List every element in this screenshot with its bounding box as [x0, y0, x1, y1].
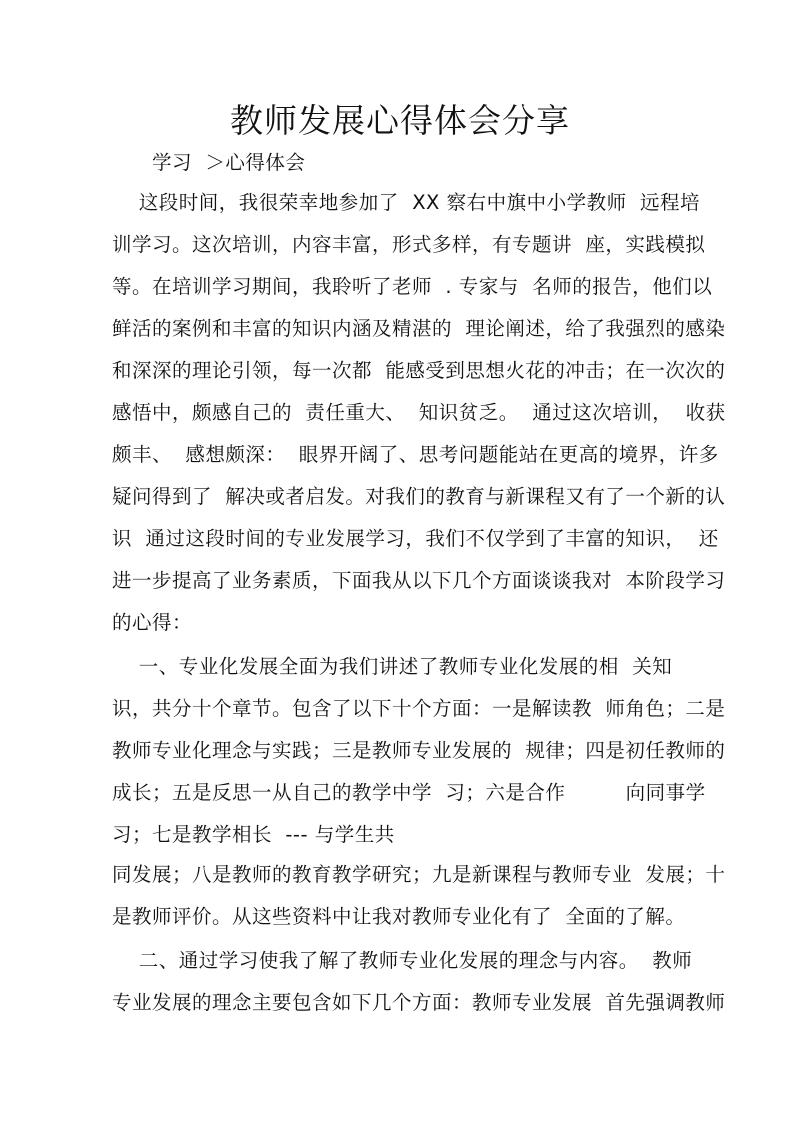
paragraph-line: 专业发展的理念主要包含如下几个方面：教师专业发展 首先强调教师: [112, 991, 726, 1014]
page-title: 教师发展心得体会分享: [230, 101, 570, 140]
paragraph-line: 教师专业化理念与实践；三是教师专业发展的 规律；四是初任教师的: [112, 739, 726, 762]
paragraph-line: 和深深的理论引领，每一次都 能感受到思想火花的冲击；在一次次的: [112, 359, 726, 382]
paragraph-line: 识，共分十个章节。包含了以下十个方面：一是解读教 师角色；二是: [112, 697, 726, 720]
paragraph-line: 二、通过学习使我了解了教师专业化发展的理念与内容。 教师: [112, 949, 693, 972]
paragraph-line: 是教师评价。从这些资料中让我对教师专业化有了 全面的了解。: [112, 905, 686, 928]
breadcrumb: 学习 ＞心得体会: [152, 151, 306, 174]
paragraph-line: 识 通过这段时间的专业发展学习，我们不仅学到了丰富的知识， 还: [112, 527, 719, 550]
paragraph-line: 进一步提高了业务素质，下面我从以下几个方面谈谈我对 本阶段学习: [112, 569, 726, 592]
paragraph-line: 成长；五是反思一从自己的教学中学 习；六是合作 向同事学: [112, 781, 706, 804]
paragraph-line: 的心得：: [112, 611, 193, 634]
paragraph-line: 等。在培训学习期间，我聆听了老师 . 专家与 名师的报告，他们以: [112, 275, 713, 298]
paragraph-line: 疑问得到了 解决或者启发。对我们的教育与新课程又有了一个新的认: [112, 485, 726, 508]
paragraph-line: 鲜活的案例和丰富的知识内涵及精湛的 理论阐述，给了我强烈的感染: [112, 317, 726, 340]
paragraph-line: 习；七是教学相长 --- 与学生共: [112, 823, 395, 846]
paragraph-line: 颇丰、 感想颇深： 眼界开阔了、思考问题能站在更高的境界，许多: [112, 443, 719, 466]
paragraph-line: 同发展；八是教师的教育教学研究；九是新课程与教师专业 发展；十: [112, 863, 726, 886]
paragraph-line: 这段时间，我很荣幸地参加了 XX 察右中旗中小学教师 远程培: [112, 191, 701, 214]
paragraph-line: 感悟中，颇感自己的 责任重大、 知识贫乏。 通过这次培训， 收获: [112, 401, 726, 424]
paragraph-line: 一、专业化发展全面为我们讲述了教师专业化发展的相 关知: [112, 655, 673, 678]
paragraph-line: 训学习。这次培训，内容丰富，形式多样，有专题讲 座，实践模拟: [112, 233, 706, 256]
